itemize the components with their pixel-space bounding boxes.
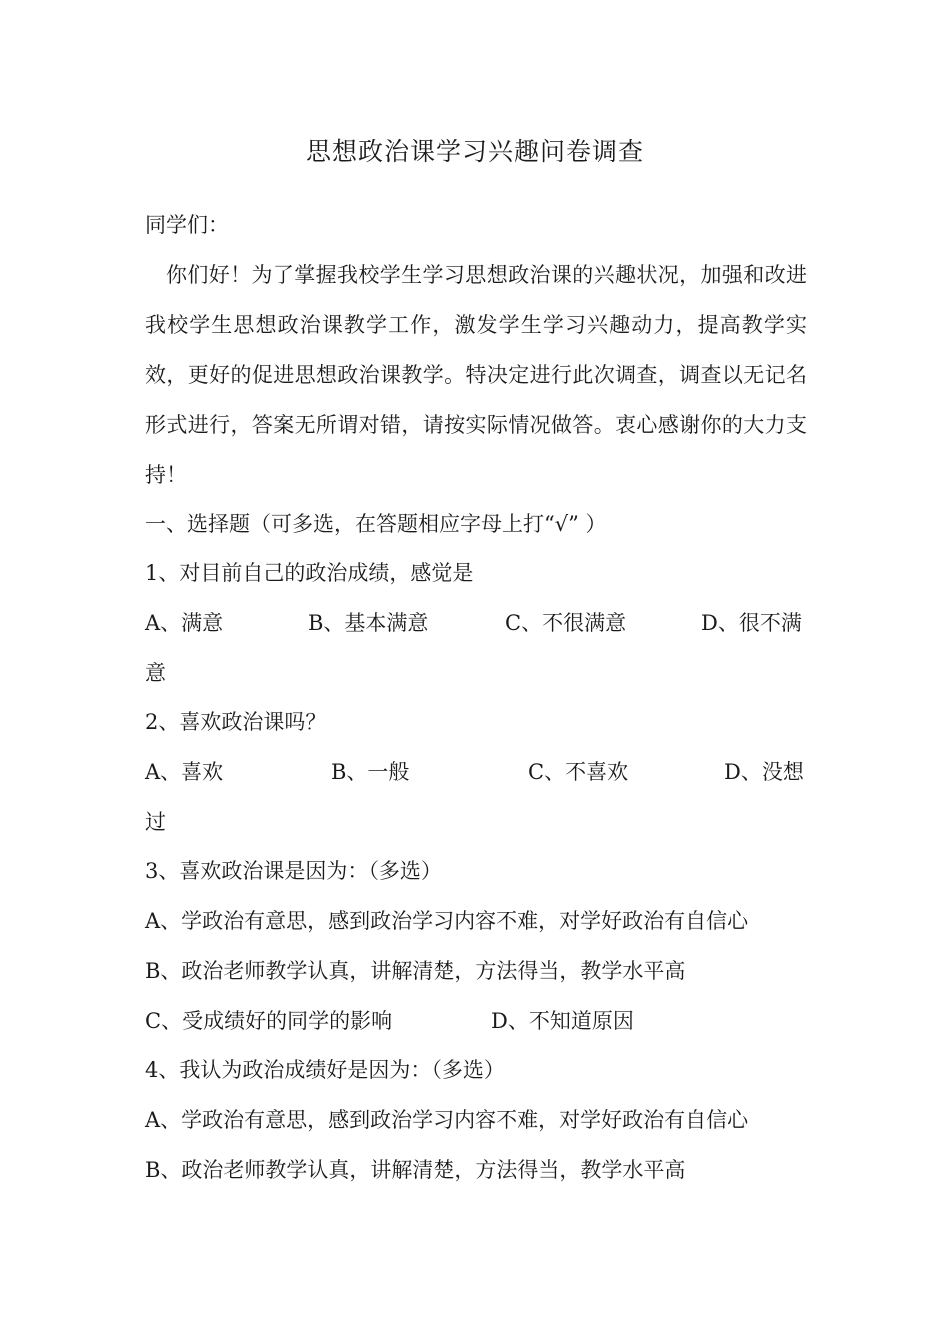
q2-option-d[interactable]: D、没想 bbox=[724, 760, 804, 784]
q3-option-c[interactable]: C、受成绩好的同学的影响 bbox=[145, 1009, 393, 1033]
q4-option-a[interactable]: A、学政治有意思，感到政治学习内容不难，对学好政治有自信心 bbox=[145, 1108, 749, 1132]
q1-option-a[interactable]: A、满意 bbox=[145, 611, 224, 635]
q3-option-d[interactable]: D、不知道原因 bbox=[491, 1009, 634, 1033]
q3-option-b[interactable]: B、政治老师教学认真，讲解清楚，方法得当，教学水平高 bbox=[145, 959, 686, 983]
intro-paragraph: 你们好！为了掌握我校学生学习思想政治课的兴趣状况，加强和改进我校学生思想政治课教学工作，激发学生学习兴趣动力，提高教学实效，更好的促进思想政治课教学。特决定进行此次调查，调查以无记名形式进行，答案无所谓对错，请按实际情况做答。衷心感谢你的大力支持！ bbox=[145, 263, 807, 487]
question-3-text: 3、喜欢政治课是因为：（多选） bbox=[145, 859, 442, 883]
q1-option-c[interactable]: C、不很满意 bbox=[505, 611, 627, 635]
question-2-text: 2、喜欢政治课吗？ bbox=[145, 710, 327, 734]
q1-option-b[interactable]: B、基本满意 bbox=[308, 611, 429, 635]
q2-option-a[interactable]: A、喜欢 bbox=[145, 760, 224, 784]
q3-option-a[interactable]: A、学政治有意思，感到政治学习内容不难，对学好政治有自信心 bbox=[145, 909, 749, 933]
q2-option-c[interactable]: C、不喜欢 bbox=[528, 760, 629, 784]
document-title: 思想政治课学习兴趣问卷调查 bbox=[305, 137, 644, 166]
greeting: 同学们： bbox=[145, 213, 229, 237]
section-heading: 一、选择题（可多选，在答题相应字母上打“√” ） bbox=[145, 512, 607, 536]
q2-option-d-wrap: 过 bbox=[145, 810, 166, 834]
q4-option-b[interactable]: B、政治老师教学认真，讲解清楚，方法得当，教学水平高 bbox=[145, 1158, 686, 1182]
q1-option-d-wrap: 意 bbox=[145, 661, 166, 685]
question-1-text: 1、对目前自己的政治成绩，感觉是 bbox=[145, 561, 474, 585]
question-4-text: 4、我认为政治成绩好是因为：（多选） bbox=[145, 1058, 505, 1082]
q1-option-d[interactable]: D、很不满 bbox=[701, 611, 802, 635]
q2-option-b[interactable]: B、一般 bbox=[331, 760, 410, 784]
